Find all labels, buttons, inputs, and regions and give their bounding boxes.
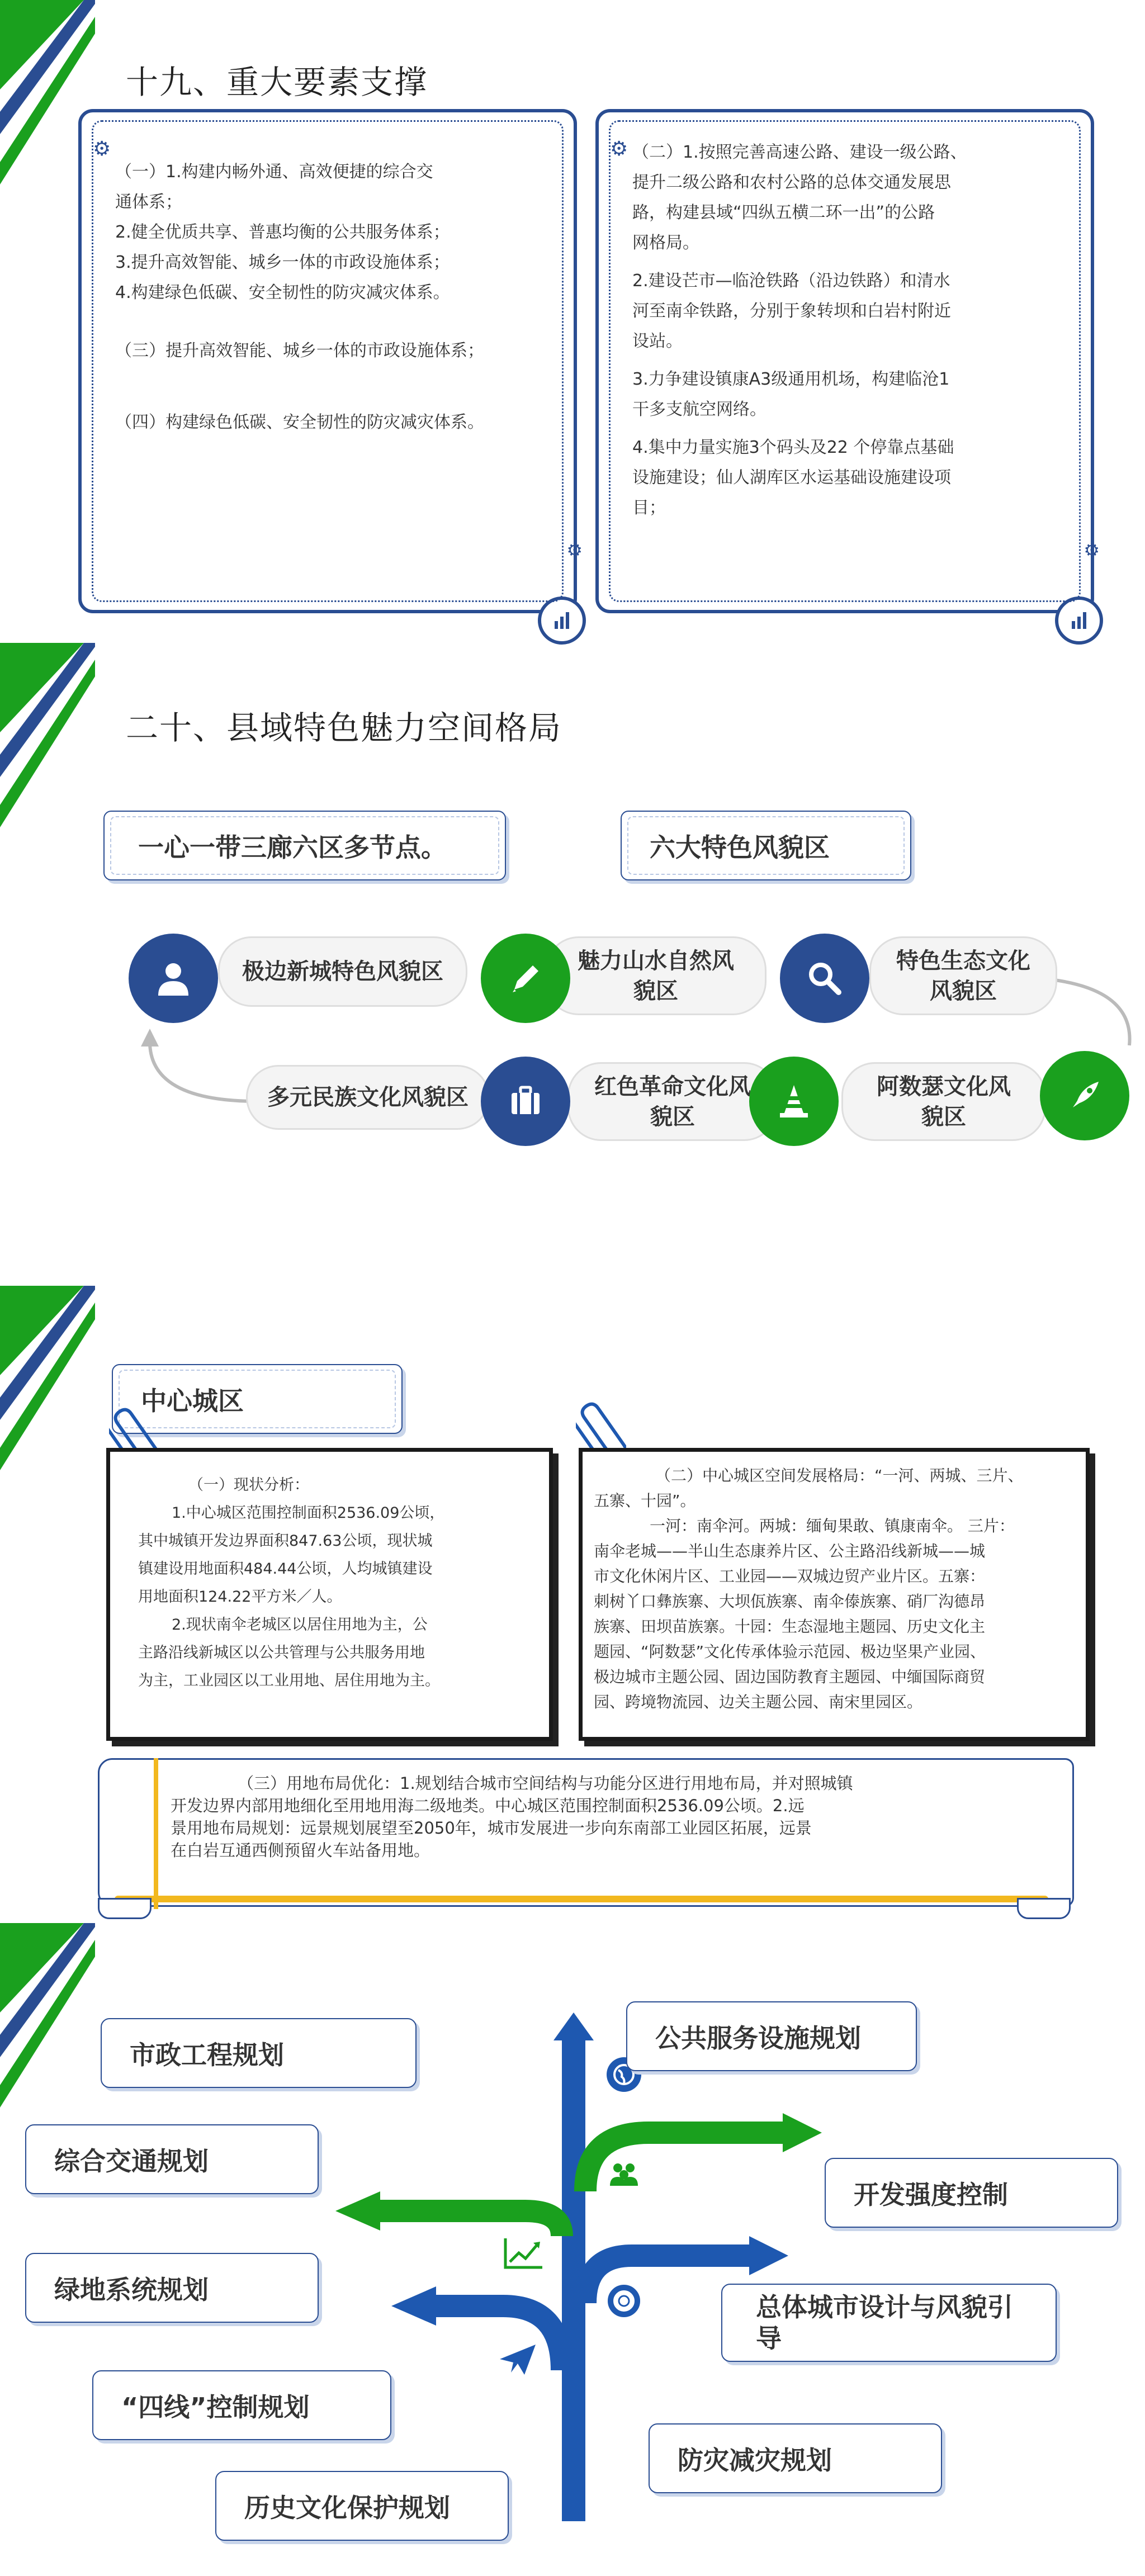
text-line: 4.集中力量实施3个码头及22 个停靠点基础 xyxy=(632,438,954,457)
gear-icon: ⚙ xyxy=(93,138,111,160)
text-line: 目； xyxy=(632,498,666,518)
pill-line: 貌区 xyxy=(921,1104,966,1130)
gear-icon: ⚙ xyxy=(610,138,628,160)
corner-stripes-3 xyxy=(0,1286,95,1470)
rocket-icon xyxy=(1040,1051,1129,1140)
text-line: 路，构建县域“四纵五横二环一出”的公路 xyxy=(632,203,935,222)
section-20-title: 二十、县域特色魅力空间格局 xyxy=(126,709,562,747)
text-line: 一河：南伞河。两城：缅甸果敢、镇康南伞。 三片： xyxy=(650,1517,1015,1535)
text-line: （四）构建绿色低碳、安全韧性的防灾减灾体系。 xyxy=(115,413,484,432)
text-line: 3.提升高效智能、城乡一体的市政设施体系； xyxy=(115,253,450,272)
text-line: 通体系； xyxy=(115,192,182,212)
plan-label-text: 公共服务设施规划 xyxy=(655,2023,861,2053)
traffic-cone-icon xyxy=(749,1057,839,1146)
text-line: 设站。 xyxy=(632,332,683,351)
text-line: 在白岩互通西侧预留火车站备用地。 xyxy=(171,1841,430,1860)
corner-stripes-2 xyxy=(0,643,95,827)
pill-line: 极边新城特色风貌区 xyxy=(242,959,443,984)
section-19-title: 十九、重大要素支撑 xyxy=(126,63,428,101)
section-19-left-box xyxy=(78,109,583,613)
text-line: （二）中心城区空间发展格局：“一河、两城、三片、 xyxy=(655,1466,1024,1485)
text-line: 2.健全优质共享、普惠均衡的公共服务体系； xyxy=(115,222,450,242)
text-line: 设施建设；仙人湖库区水运基础设施建设项 xyxy=(632,468,951,487)
plan-label-public-service xyxy=(626,2001,917,2071)
text-line: 4.构建绿色低碳、安全韧性的防灾减灾体系。 xyxy=(115,283,450,302)
status-analysis-box xyxy=(106,1448,553,1741)
land-layout-scroll xyxy=(98,1758,1071,1917)
text-line: 为主，工业园区以工业用地、居住用地为主。 xyxy=(138,1672,440,1689)
paper-plane-icon xyxy=(498,2342,538,2377)
pill-line: 阿数瑟文化风 xyxy=(877,1073,1011,1100)
plan-label-text: 防灾减灾规划 xyxy=(678,2445,832,2475)
text-line: 开发边界内部用地细化至用地用海二级地类。中心城区范围控制面积2536.09公顷。2.远 xyxy=(171,1796,805,1815)
six-areas-tag-text: 六大特色风貌区 xyxy=(650,832,830,863)
plan-label-text: 总体城市设计与风貌引 xyxy=(756,2292,1013,2322)
status-analysis-text xyxy=(138,1471,529,1695)
pill-line: 貌区 xyxy=(650,1104,695,1130)
pencil-icon xyxy=(481,934,570,1023)
text-line: 干多支航空网络。 xyxy=(632,400,767,419)
bar-chart-icon xyxy=(1055,596,1103,645)
pill-line: 红色革命文化风 xyxy=(594,1073,751,1100)
text-line: （一）1.构建内畅外通、高效便捷的综合交 xyxy=(115,162,433,182)
plan-label-four-lines xyxy=(92,2370,391,2440)
text-line: 2.建设芒市—临沧铁路（沿边铁路）和清水 xyxy=(632,271,950,291)
text-line: 题园、“阿数瑟”文化传承体验示范园、极边坚果产业园、 xyxy=(594,1642,986,1661)
text-line: 景用地布局规划：远景规划展望至2050年，城市发展进一步向东南部工业园区拓展，远景 xyxy=(171,1819,812,1838)
text-line: 网格局。 xyxy=(632,233,699,253)
plan-label-text: “四线”控制规划 xyxy=(121,2392,310,2422)
plan-label-green xyxy=(25,2253,319,2323)
text-line: 镇建设用地面积484.44公顷，人均城镇建设 xyxy=(138,1560,433,1578)
plan-label-text: 综合交通规划 xyxy=(54,2146,209,2176)
plan-label-heritage xyxy=(215,2471,509,2541)
trend-chart-icon xyxy=(503,2236,543,2271)
text-line: 主路沿线新城区以公共管理与公共服务用地 xyxy=(138,1644,425,1661)
plan-label-intensity xyxy=(825,2158,1118,2228)
user-icon xyxy=(129,934,218,1023)
pill-line: 风貌区 xyxy=(930,978,997,1004)
text-line: 族寨、田坝苗族寨。十园：生态湿地主题园、历史文化主 xyxy=(594,1617,986,1636)
plan-label-text: 导 xyxy=(756,2323,782,2354)
briefcase-icon xyxy=(481,1057,570,1146)
area-pill-3 xyxy=(869,936,1057,1015)
text-line: （三）用地布局优化：1.规划结合城市空间结构与功能分区进行用地布局，并对照城镇 xyxy=(238,1774,853,1793)
plan-label-text: 开发强度控制 xyxy=(854,2179,1008,2210)
area-pill-2 xyxy=(545,936,767,1015)
text-line: 用地面积124.22平方米／人。 xyxy=(138,1588,342,1606)
text-line: 刺树丫口彝族寨、大坝佤族寨、南伞傣族寨、硝厂沟德昂 xyxy=(594,1592,986,1611)
area-pill-1 xyxy=(218,936,467,1007)
plan-label-urban-design xyxy=(721,2284,1057,2362)
pill-line: 貌区 xyxy=(633,978,678,1004)
plan-label-text: 历史文化保护规划 xyxy=(244,2492,450,2523)
summary-tag xyxy=(103,811,506,880)
section-19-right-text xyxy=(632,138,1085,523)
land-layout-text xyxy=(171,1772,1054,1862)
gear-icon: ⚙ xyxy=(566,539,583,561)
plan-label-disaster xyxy=(649,2423,942,2493)
text-line: 其中城镇开发边界面积847.63公顷，现状城 xyxy=(138,1532,433,1550)
text-line: 河至南伞铁路，分别于象转坝和白岩村附近 xyxy=(632,301,951,321)
spatial-pattern-box xyxy=(579,1448,1090,1741)
area-pill-5 xyxy=(567,1062,778,1141)
text-line: 园、跨境物流园、边关主题公园、南宋里园区。 xyxy=(594,1693,923,1711)
six-areas-tag xyxy=(621,811,911,880)
plan-label-municipal xyxy=(101,2018,417,2088)
section-19-left-text xyxy=(115,157,562,438)
spatial-pattern-text xyxy=(594,1463,1080,1715)
lifebuoy-icon xyxy=(607,2284,641,2318)
text-line: （三）提升高效智能、城乡一体的市政设施体系； xyxy=(115,341,484,361)
pill-line: 特色生态文化 xyxy=(896,948,1030,974)
area-pill-4 xyxy=(246,1065,490,1130)
pill-line: 多元民族文化风貌区 xyxy=(267,1085,469,1110)
text-line: 3.力争建设镇康A3级通用机场，构建临沧1 xyxy=(632,370,950,389)
text-line: 南伞老城——半山生态康养片区、公主路沿线新城——城 xyxy=(594,1542,986,1560)
plan-label-text: 绿地系统规划 xyxy=(54,2274,209,2305)
text-line: 极边城市主题公园、固边国防教育主题园、中缅国际商贸 xyxy=(594,1668,986,1686)
gear-icon: ⚙ xyxy=(1084,539,1100,561)
pill-line: 魅力山水自然风 xyxy=(578,948,734,974)
text-line: 2.现状南伞老城区以居住用地为主，公 xyxy=(172,1616,428,1633)
summary-tag-text: 一心一带三廊六区多节点。 xyxy=(138,832,447,863)
bar-chart-icon xyxy=(538,596,586,645)
text-line: 市文化休闲片区、工业园——双城边贸产业片区。五寨： xyxy=(594,1567,986,1585)
text-line: 五寨、十园”。 xyxy=(594,1491,696,1510)
central-city-tag-text: 中心城区 xyxy=(141,1385,244,1416)
text-line: 1.中心城区范围控制面积2536.09公顷， xyxy=(172,1504,445,1522)
text-line: （一）现状分析： xyxy=(188,1476,309,1494)
text-line: 提升二级公路和农村公路的总体交通发展思 xyxy=(632,173,951,192)
plan-label-text: 市政工程规划 xyxy=(130,2039,284,2070)
area-pill-6 xyxy=(841,1062,1046,1141)
plan-label-traffic xyxy=(25,2124,319,2194)
section-19-right-box xyxy=(595,109,1100,613)
text-line: （二）1.按照完善高速公路、建设一级公路、 xyxy=(632,143,967,162)
people-icon xyxy=(607,2158,641,2193)
search-icon xyxy=(780,934,869,1023)
